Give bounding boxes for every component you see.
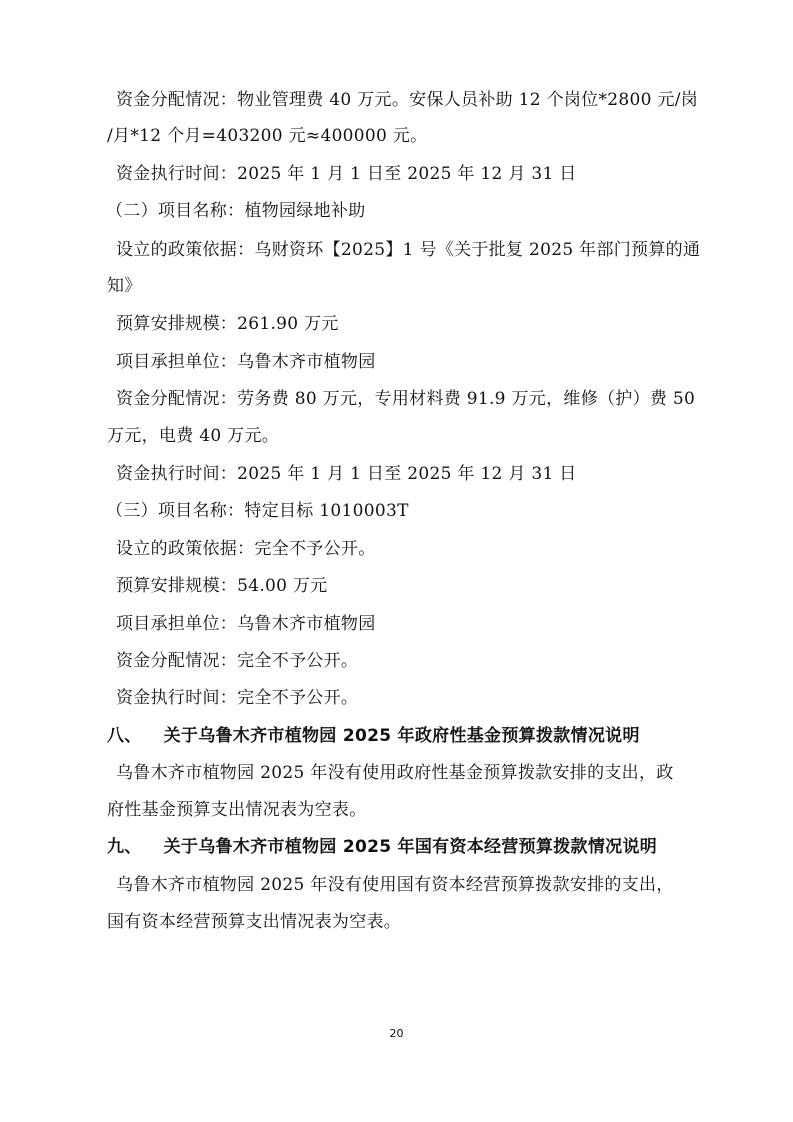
paragraph-line: 设立的政策依据：完全不予公开。 <box>116 539 376 559</box>
heading-number: 九、 <box>107 837 142 857</box>
section-subtitle: （二）项目名称：植物园绿地补助 <box>106 201 366 221</box>
paragraph-line: 资金执行时间：2025 年 1 月 1 日至 2025 年 12 月 31 日 <box>116 464 577 484</box>
paragraph-line: 资金执行时间：2025 年 1 月 1 日至 2025 年 12 月 31 日 <box>116 164 577 184</box>
paragraph-line: 预算安排规模：261.90 万元 <box>116 314 339 334</box>
section-subtitle: （三）项目名称：特定目标 1010003T <box>106 501 409 521</box>
paragraph-line: 资金执行时间：完全不予公开。 <box>116 688 359 708</box>
paragraph-line: 乌鲁木齐市植物园 2025 年没有使用政府性基金预算拨款安排的支出，政 <box>116 763 674 783</box>
paragraph-line: 资金分配情况：完全不予公开。 <box>116 651 359 671</box>
paragraph-line: 预算安排规模：54.00 万元 <box>116 576 328 596</box>
paragraph-line: 资金分配情况：物业管理费 40 万元。安保人员补助 12 个岗位*2800 元/岗 <box>116 90 699 110</box>
paragraph-line: 设立的政策依据：乌财资环【2025】1 号《关于批复 2025 年部门预算的通 <box>116 240 701 260</box>
heading-text: 关于乌鲁木齐市植物园 2025 年国有资本经营预算拨款情况说明 <box>163 837 658 857</box>
paragraph-line: 乌鲁木齐市植物园 2025 年没有使用国有资本经营预算拨款安排的支出， <box>116 875 674 895</box>
paragraph-line: 万元，电费 40 万元。 <box>107 426 280 446</box>
paragraph-line: 府性基金预算支出情况表为空表。 <box>107 800 367 820</box>
paragraph-line: 项目承担单位：乌鲁木齐市植物园 <box>116 614 376 634</box>
heading-number: 八、 <box>107 726 142 746</box>
heading-text: 关于乌鲁木齐市植物园 2025 年政府性基金预算拨款情况说明 <box>163 726 640 746</box>
section-heading-8 <box>0 724 793 748</box>
paragraph-line: 知》 <box>107 276 142 296</box>
section-heading-9 <box>0 835 793 859</box>
paragraph-line: /月*12 个月=403200 元≈400000 元。 <box>107 126 428 146</box>
paragraph-line: 资金分配情况：劳务费 80 万元，专用材料费 91.9 万元，维修（护）费 50 <box>116 389 696 409</box>
paragraph-line: 项目承担单位：乌鲁木齐市植物园 <box>116 352 376 372</box>
page-number: 20 <box>389 1027 404 1040</box>
paragraph-line: 国有资本经营预算支出情况表为空表。 <box>107 912 402 932</box>
